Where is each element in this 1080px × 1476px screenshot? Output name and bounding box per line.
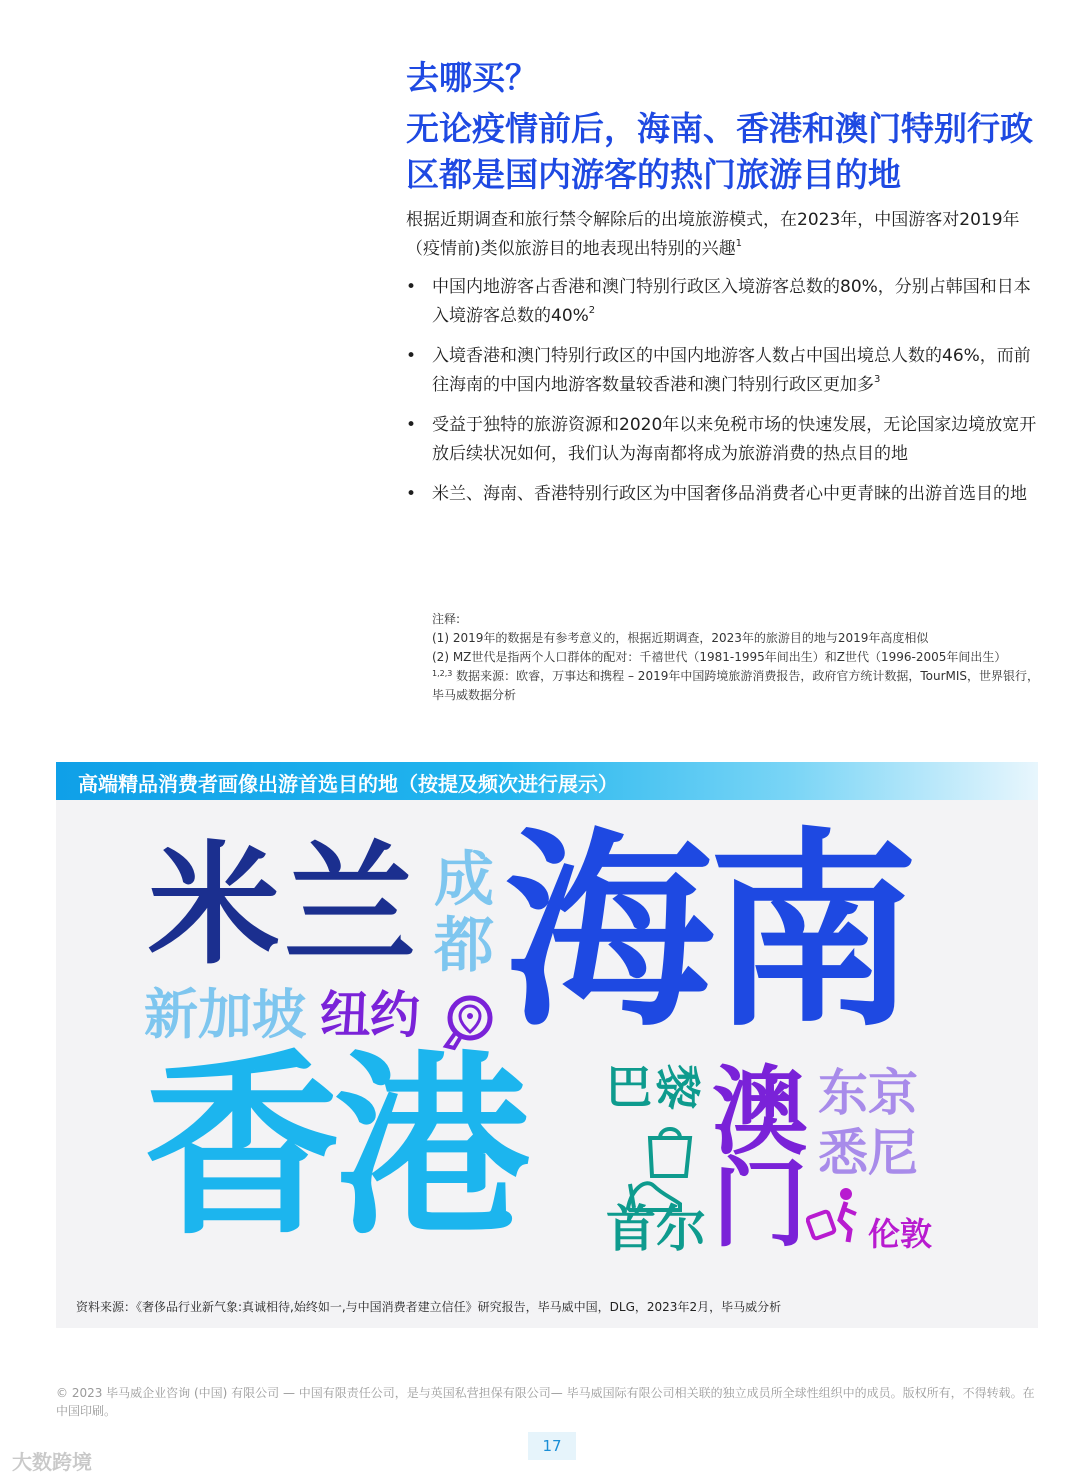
bullet-item: • 入境香港和澳门特别行政区的中国内地游客人数占中国出境总人数的46%，而前往海南的中国内地游客数量较香港和澳门特别行政区更加多$^3$: [406, 346, 1031, 395]
word-newyork: 纽约: [320, 986, 420, 1044]
traveler-luggage-icon: [806, 1186, 866, 1244]
intro-paragraph: 根据近期调查和旅行禁令解除后的出境旅游模式，在2023年，中国游客对2019年（疫情前)类似旅游目的地表现出特别的兴趣$^1$: [406, 210, 1020, 259]
wordcloud-source: 资料来源：《奢侈品行业新气象:真诚相待,始终如一,与中国消费者建立信任》研究报告，毕马威中国，DLG，2023年2月，毕马威分析: [76, 1300, 782, 1314]
wordcloud-title-banner: [56, 762, 1038, 800]
page-headline: 无论疫情前后，海南、香港和澳门特别行政区都是国内游客的热门旅游目的地: [406, 109, 1033, 194]
word-london: 伦敦: [868, 1215, 933, 1253]
bullet-item: • 受益于独特的旅游资源和2020年以来免税市场的快速发展，无论国家边境放宽开放后续状况如何，我们认为海南都将成为旅游消费的热点目的地: [406, 415, 1037, 464]
word-singapore: 新加坡: [144, 983, 306, 1046]
word-paris-1: 巴: [606, 1060, 652, 1114]
note-1: (1) 2019年的数据是有参考意义的，根据近期调查，2023年的旅游目的地与2019年高度相似: [432, 631, 929, 645]
word-sydney: 悉尼: [818, 1124, 918, 1182]
footer-copyright: © 2023 毕马威企业咨询 (中国) 有限公司 — 中国有限责任公司，是与英国私营担保有限公司— 毕马威国际有限公司相关联的独立成员所全球性组织中的成员。版权所有，不得转载。在中国印刷。: [56, 1386, 1035, 1418]
notes-block: [432, 610, 1044, 705]
word-milan: 米兰: [148, 829, 420, 983]
bullet-list: [406, 273, 1046, 520]
page-number: 17: [528, 1432, 576, 1460]
word-hainan: 海南: [504, 810, 913, 1055]
word-macau-2: 门: [712, 1148, 808, 1260]
word-hongkong: 香港: [144, 1034, 525, 1262]
section-question: 去哪买？: [406, 58, 538, 97]
watermark: 大数跨境: [12, 1450, 92, 1474]
word-chengdu-2: 都: [434, 911, 494, 981]
wordcloud-panel: [56, 800, 1038, 1328]
word-macau-1: 澳: [712, 1056, 808, 1168]
note-2: (2) MZ世代是指两个人口群体的配对：千禧世代（1981-1995年间出生）和Z世代（1996-2005年间出生）: [432, 650, 1007, 664]
note-source: $^{1,2,3}$ 数据来源：欧睿，万事达和携程 – 2019年中国跨境旅游消费报告，政府官方统计数据，TourMIS，世界银行，毕马威数据分析: [432, 669, 1040, 702]
word-seoul: 首尔: [606, 1200, 706, 1258]
wordcloud-title: 高端精品消费者画像出游首选目的地（按提及频次进行展示）: [78, 772, 618, 796]
notes-title: 注释:: [432, 612, 461, 626]
word-tokyo: 东京: [818, 1064, 918, 1122]
bullet-item: • 中国内地游客占香港和澳门特别行政区入境游客总数的80%，分别占韩国和日本入境游客总数的40%$^2$: [406, 277, 1031, 326]
word-paris-2: 黎: [650, 1064, 704, 1110]
word-chengdu-1: 成: [434, 845, 494, 915]
bullet-item: • 米兰、海南、香港特别行政区为中国奢侈品消费者心中更青睐的出游首选目的地: [406, 484, 1027, 504]
